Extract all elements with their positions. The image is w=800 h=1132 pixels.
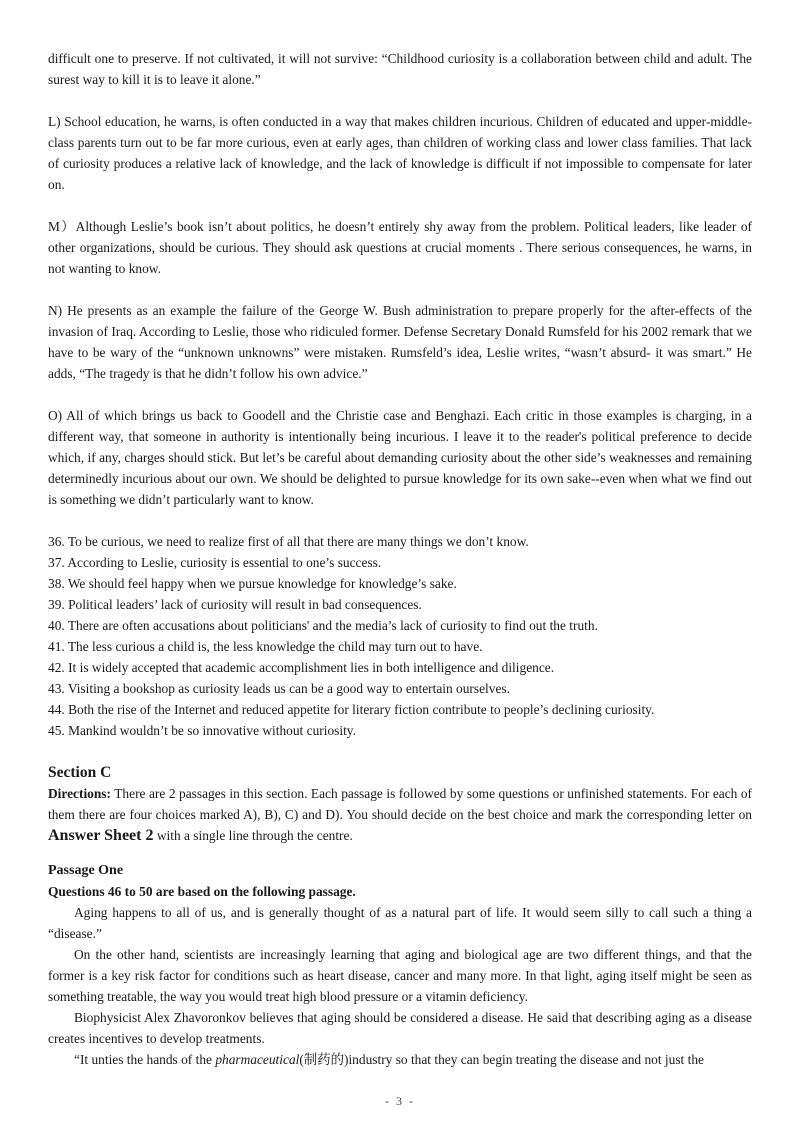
paragraph-o: O) All of which brings us back to Goodell and the Christie case and Benghazi. Each critic in those examples is charging, in a different way, that someone in authority is intentionally being incurious. I leave it to the reader's political preference to decide which, if any, charges should stick. But let’s be careful about demanding curiosity about the other side’s weaknesses and remaining determinedly incurious about our own. We should be delighted to pursue knowledge for its own sake--even when what we find out is something we didn’t particularly want to know. [48,408,752,507]
paragraph-n: N) He presents as an example the failure of the George W. Bush administration to prepare properly for the after-effects of the invasion of Iraq. According to Leslie, those who ridiculed former. Defense Secretary Donald Rumsfeld for his 2002 remark that we have to be wary of the “unknown unknowns” were mistaken. Rumsfeld’s idea, Leslie writes, “wasn’t absurd- it was smart.” He adds, “The tragedy is that he didn’t follow his own advice.” [48,303,752,381]
passage-paragraph: Biophysicist Alex Zhavoronkov believes that aging should be considered a disease. He said that describing aging as a disease creates incentives to develop treatments. [48,1010,752,1046]
page-content [48,48,752,1070]
section-c-directions [48,783,752,846]
question-item: 43. Visiting a bookshop as curiosity leads us can be a good way to entertain ourselves. [48,681,510,696]
question-item: 44. Both the rise of the Internet and reduced appetite for literary fiction contribute to people’s declining curiosity. [48,702,655,717]
question-item: 40. There are often accusations about politicians' and the media’s lack of curiosity to find out the truth. [48,618,598,633]
directions-tail: with a single line through the centre. [156,828,353,843]
passage-paragraph: On the other hand, scientists are increasingly learning that aging and biological age are two different things, and that the former is a key risk factor for conditions such as heart disease, cancer and many more. In that light, aging itself might be seen as something treatable, the way you would treat high blood pressure or a vitamin deficiency. [48,947,752,1004]
passage-paragraph: Aging happens to all of us, and is generally thought of as a natural part of life. It would seem silly to call such a thing a “disease.” [48,905,752,941]
question-item: 39. Political leaders’ lack of curiosity will result in bad consequences. [48,597,422,612]
question-item: 38. We should feel happy when we pursue knowledge for knowledge’s sake. [48,576,457,591]
question-item: 41. The less curious a child is, the less knowledge the child may turn out to have. [48,639,483,654]
passage-one-title: Passage One [48,863,124,878]
answer-sheet-label: Answer Sheet 2 [48,827,154,844]
passage-one-subtitle: Questions 46 to 50 are based on the following passage. [48,884,356,899]
question-item: 42. It is widely accepted that academic accomplishment lies in both intelligence and diligence. [48,660,555,675]
question-item: 45. Mankind wouldn’t be so innovative without curiosity. [48,723,356,738]
directions-label: Directions: [48,786,111,801]
paragraph-l: L) School education, he warns, is often conducted in a way that makes children incurious. Children of educated and upper-middle-class parents turn out to be far more curious, even at early ages, than children of working class and lower class families. That lack of curiosity produces a relative lack of knowledge, and the lack of knowledge is difficult if not impossible to compensate for later on. [48,114,752,192]
directions-text: There are 2 passages in this section. Each passage is followed by some questions or unfinished statements. For each of them there are four choices marked A), B), C) and D). You should decide on the best choice and mark the corresponding letter on [48,786,752,822]
section-c-title: Section C [48,764,112,781]
paragraph-m: M）Although Leslie’s book isn’t about politics, he doesn’t entirely shy away from the problem. Political leaders, like leader of other organizations, should be curious. They should ask questions at crucial moments . There serious consequences, he warns, in not wanting to know. [48,219,752,276]
question-item: 36. To be curious, we need to realize first of all that there are many things we don’t know. [48,534,529,549]
question-list [48,531,752,741]
paragraph-k-continued: difficult one to preserve. If not cultivated, it will not survive: “Childhood curiosity is a collaboration between child and adult. The surest way to kill it is to leave it alone.” [48,51,752,87]
question-item: 37. According to Leslie, curiosity is essential to one’s success. [48,555,382,570]
passage-paragraph: “It unties the hands of the pharmaceutical(制药的)industry so that they can begin treating the disease and not just the [74,1052,704,1067]
page-number: - 3 - [385,1094,415,1108]
italic-term: pharmaceutical [215,1052,300,1067]
